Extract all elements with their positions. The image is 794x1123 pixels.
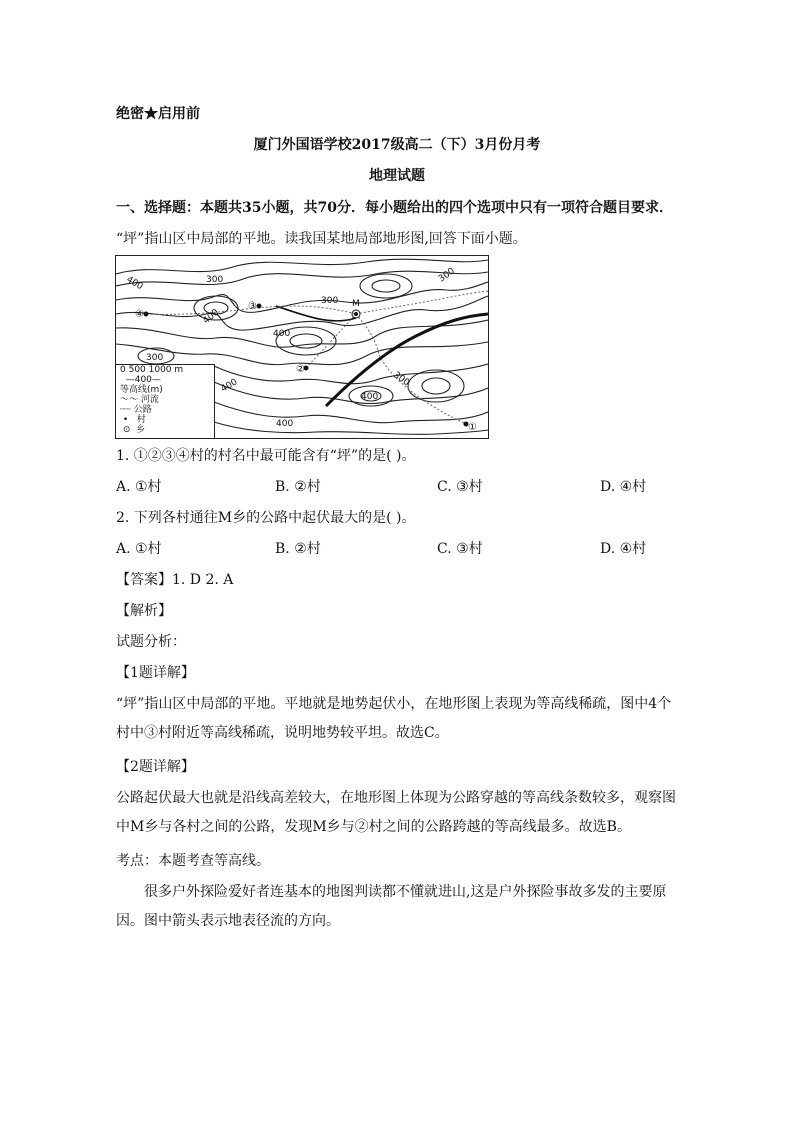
q2-option-c: C. ③村 (437, 541, 483, 557)
legend-township: ⊙ 乡 (120, 425, 146, 435)
q2-detail-title: 【2题详解】 (116, 759, 195, 775)
contour-label: 300 (321, 296, 339, 306)
q2-option-b: B. ②村 (275, 541, 321, 557)
q1-option-b: B. ②村 (275, 479, 321, 495)
village-label-1: ① (468, 422, 477, 433)
q1-detail-title: 【1题详解】 (116, 665, 195, 681)
question-intro: “坪”指山区中局部的平地。读我国某地局部地形图,回答下面小题。 (116, 231, 527, 247)
kaodian-line: 考点：本题考查等高线。 (116, 853, 270, 869)
legend-contour: 等高线(m) (120, 385, 163, 395)
village-label-3: ③ (248, 301, 257, 312)
legend-contour-value: —400— (120, 375, 161, 385)
q1-option-a: A. ①村 (116, 479, 162, 495)
q1-option-c: C. ③村 (437, 479, 483, 495)
legend-river: ～～ 河流 (120, 395, 159, 405)
legend-road: ┈┈ 公路 (120, 405, 152, 415)
section-heading: 一、选择题：本题共35小题，共70分．每小题给出的四个选项中只有一项符合题目要求． (116, 200, 673, 216)
q1-detail-text: “坪”指山区中局部的平地。平地就是地势起伏小，在地形图上表现为等高线稀疏，图中4个村中③村附近等高线稀疏，说明地势较平坦。故选C。 (116, 696, 672, 741)
contour-label: 400 (361, 392, 379, 402)
analysis-title: 【解析】 (116, 603, 172, 619)
contour-label: 400 (124, 274, 145, 293)
q2-option-a: A. ①村 (116, 541, 162, 557)
question-1-stem: 1. ①②③④村的村名中最可能含有“坪”的是( )。 (116, 448, 416, 464)
village-label-2: ② (296, 364, 305, 375)
contour-label: 300 (391, 370, 412, 389)
exam-title: 厦门外国语学校2017级高二（下）3月份月考 (253, 137, 541, 153)
exam-subject: 地理试题 (369, 168, 425, 184)
legend-village: • 村 (120, 415, 146, 425)
village-dot-icon: • (120, 415, 134, 425)
contour-label: 300 (146, 353, 164, 363)
legend-scale: 0 500 1000 m (120, 365, 184, 375)
q2-detail-text: 公路起伏最大也就是沿线高差较大，在地形图上体现为公路穿越的等高线条数较多，观察图中M乡与各村之间的公路，发现M乡与②村之间的公路跨越的等高线最多。故选B。 (116, 790, 676, 835)
question-2-stem: 2. 下列各村通往M乡的公路中起伏最大的是( )。 (116, 510, 416, 526)
answer-line: 【答案】1. D 2. A (116, 572, 234, 588)
road-symbol-icon: ┈┈ (120, 405, 131, 415)
contour-label: 400 (219, 377, 240, 395)
next-question-intro: 很多户外探险爱好者连基本的地图判读都不懂就进山,这是户外探险事故多发的主要原因。图中箭头表示地表径流的方向。 (116, 884, 667, 929)
township-symbol-icon: ⊙ (120, 425, 134, 435)
township-label: M (352, 299, 360, 309)
contour-label: 300 (436, 266, 457, 285)
contour-label: 400 (273, 329, 291, 339)
topographic-map (115, 255, 489, 439)
q2-option-d: D. ④村 (600, 541, 647, 557)
village-label-4: ④ (135, 309, 144, 320)
q1-option-d: D. ④村 (600, 479, 647, 495)
contour-label: 400 (201, 307, 222, 327)
contour-label: 400 (276, 419, 294, 429)
river-symbol-icon: ～～ (120, 395, 139, 405)
secret-label: 绝密★启用前 (116, 106, 200, 122)
contour-label: 300 (206, 275, 224, 285)
map-legend (116, 364, 215, 438)
analysis-intro: 试题分析： (116, 634, 186, 650)
